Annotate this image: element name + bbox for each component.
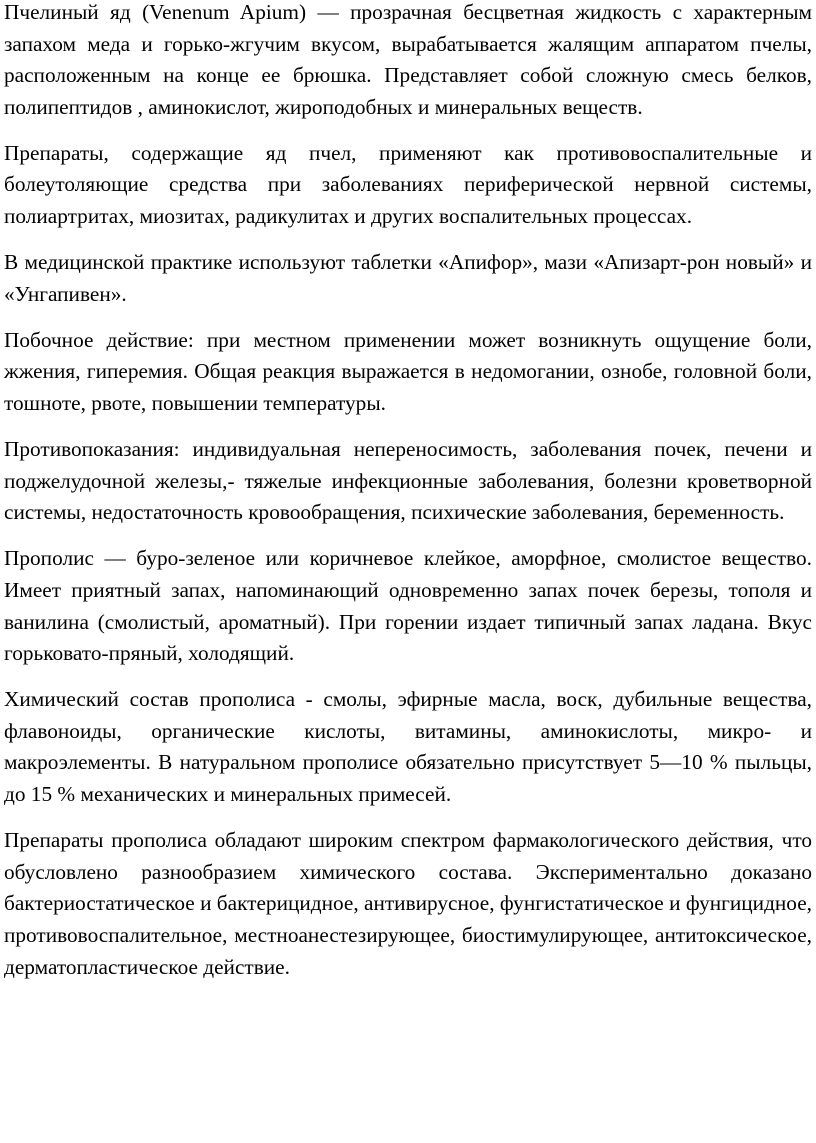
- paragraph-propolis-description: Прополис — буро-зеленое или коричневое клейкое, аморфное, смолистое вещество. Имеет приятный запах, напоминающий одновременно запах почек березы, тополя и ванилина (смолистый, ароматный). При горении издает типичный запах ладана. Вкус горьковато-пряный, холодящий.: [4, 546, 812, 666]
- paragraph-propolis-composition: Химический состав прополиса - смолы, эфирные масла, воск, дубильные вещества, флавоноиды, органические кислоты, витамины, аминокислоты, микро- и макроэлементы. В натуральном прополисе обязательно присутствует 5—10 % пыльцы, до 15 % механических и минеральных примесей.: [4, 687, 812, 807]
- paragraph-medical-practice: В медицинской практике используют таблетки «Апифор», мази «Апизарт-рон новый» и «Унгапивен».: [4, 250, 812, 306]
- paragraph-bee-venom-description: Пчелиный яд (Venenum Apium) — прозрачная бесцветная жидкость с характерным запахом меда и горько-жгучим вкусом, вырабатывается жалящим аппаратом пчелы, расположенным на конце ее брюшка. Представляет собой сложную смесь белков, полипептидов , аминокислот, жироподобных и минеральных веществ.: [4, 0, 812, 119]
- paragraph-side-effects: Побочное действие: при местном применении может возникнуть ощущение боли, жжения, гиперемия. Общая реакция выражается в недомогании, ознобе, головной боли, тошноте, рвоте, повышении температуры.: [4, 327, 812, 416]
- paragraph-propolis-pharmacology: Препараты прополиса обладают широким спектром фармакологического действия, что обусловлено разнообразием химического состава. Экспериментально доказано бактериостатическое и бактерицидное, антивирусное, фунгистатическое и фунгицидное, противовоспалительное, местноанестезирующее, биостимулирующее, антитоксическое, дерматопластическое действие.: [4, 828, 812, 979]
- paragraph-contraindications: Противопоказания: индивидуальная непереносимость, заболевания почек, печени и поджелудочной железы,- тяжелые инфекционные заболевания, болезни кроветворной системы, недостаточность кровообращения, психические заболевания, беременность.: [4, 437, 812, 525]
- paragraph-bee-venom-uses: Препараты, содержащие яд пчел, применяют как противовоспалительные и болеутоляющие средства при заболеваниях периферической нервной системы, полиартритах, миозитах, радикулитах и других воспалительных процессах.: [4, 140, 812, 229]
